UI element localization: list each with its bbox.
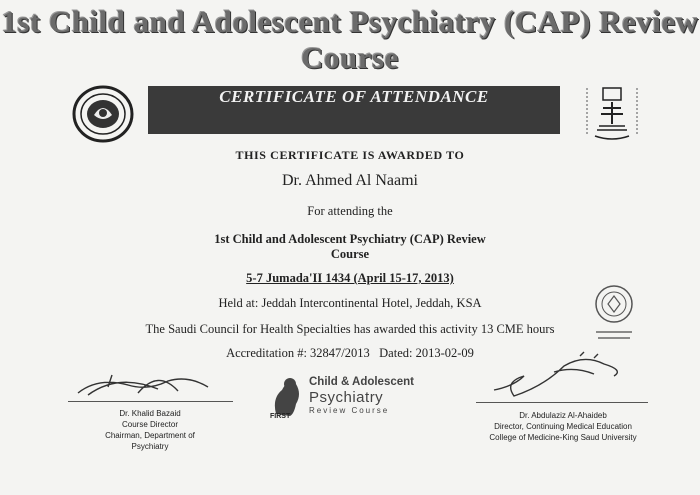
cap-logo-line-2: Psychiatry — [309, 389, 384, 406]
right-signatory-role-1: Director, Continuing Medical Education — [494, 422, 632, 431]
cap-logo-line-1: Child & Adolescent — [309, 376, 414, 388]
cap-logo-icon — [268, 374, 304, 420]
course-title — [0, 4, 700, 76]
awarded-to-heading: THIS CERTIFICATE IS AWARDED TO — [235, 148, 465, 162]
accreditation-text: Accreditation #: 32847/2013 Dated: 2013-02-09 — [226, 346, 474, 360]
course-name-line-1: 1st Child and Adolescent Psychiatry (CAP) Review — [214, 232, 486, 246]
cap-logo-text — [309, 376, 414, 416]
society-seal-icon — [72, 85, 134, 143]
right-signatory — [470, 410, 656, 443]
certificate-banner — [148, 86, 560, 134]
recipient-name: Dr. Ahmed Al Naami — [282, 172, 418, 189]
course-dates: 5-7 Jumada'II 1434 (April 15-17, 2013) — [246, 271, 454, 285]
right-signatory-role-2: College of Medicine-King Saud University — [489, 433, 637, 442]
course-name — [200, 232, 500, 262]
left-signatory — [80, 408, 220, 452]
course-title-line-2: Course — [301, 40, 399, 75]
course-title-line-1: 1st Child and Adolescent Psychiatry (CAP) Review — [1, 4, 699, 39]
for-attending-text: For attending the — [307, 204, 393, 218]
banner-title: CERTIFICATE OF ATTENDANCE — [219, 87, 489, 106]
course-name-line-2: Course — [330, 247, 370, 261]
venue-text: Held at: Jeddah Intercontinental Hotel, Jeddah, KSA — [218, 296, 482, 310]
cme-text: The Saudi Council for Health Specialties has awarded this activity 13 CME hours — [145, 322, 555, 336]
left-signatory-role-2: Chairman, Department of — [105, 431, 195, 440]
left-signatory-role-3: Psychiatry — [131, 442, 169, 451]
cap-logo-line-3: Review Course — [309, 406, 390, 415]
left-signature-line — [68, 401, 233, 402]
left-signatory-name: Dr. Khalid Bazaid — [119, 409, 181, 418]
accreditation-stamp-icon — [588, 282, 640, 354]
right-signature-line — [476, 402, 648, 403]
left-signatory-role-1: Course Director — [121, 420, 178, 429]
left-signature-scrawl — [68, 365, 218, 403]
right-signatory-name: Dr. Abdulaziz Al-Ahaideb — [519, 411, 607, 420]
cap-logo-badge: FIRST — [270, 413, 291, 420]
university-crest-icon — [583, 84, 641, 142]
right-signature-scrawl — [484, 346, 634, 404]
